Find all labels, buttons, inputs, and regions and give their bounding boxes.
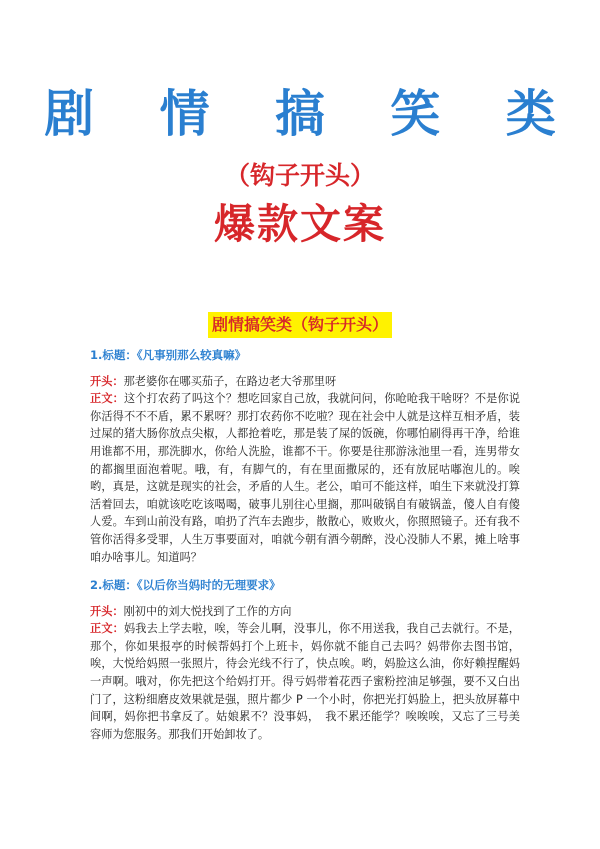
opening-text: 那老婆你在哪买茄子，在路边老大爷那里呀 (123, 374, 337, 388)
section-heading-wrap (0, 312, 600, 338)
opening-label: 开头： (90, 604, 124, 618)
opening-text: 刚初中的刘大悦找到了工作的方向 (123, 604, 292, 618)
body-label: 正文： (90, 392, 124, 406)
body-text: 妈我去上学去啦，唉，等会儿啊，没事儿，你不用送我，我自己去就行。不是，那个，你如果报亭的时候帮妈打个上班卡，妈你就不能自己去吗？妈带你去图书馆，唉，大悦给妈照一张照片，待会光线不行了，快点唉。哟，妈脸这么油，你好赖捏醒妈一声啊。哦对，你先把这个给妈打开。得亏妈带着花西子蜜粉控油足够强，要不又白出门了，这粉细磨皮效果就是强，照片都少 P 一个小时，你把光打妈脸上，把头放屏幕中间啊，妈你把书拿反了。姑娘累不？没事妈， 我不累还能学？唉唉唉，又忘了三号美容师为您服务。那我们开始卸妆了。 (90, 622, 520, 741)
body-text: 这个打农药了吗这个？想吃回家自己放，我就问问，你呛呛我干啥呀？不是你说你活得不不不盾，累不累呀？那打农药你不吃啦？现在社会中人就是这样互相矛盾，装过屎的猪大肠你放点尖椒，人都抢着吃，那是装了屎的饭碗，你哪怕刷得再干净，给谁用谁都不用，那洗脚水，你给人洗脸，谁都不干。你要是往那游泳池里一看，连男带女的都搁里面泡着呢。哦，有，有脚气的，有在里面撒尿的，还有放屁咕嘟泡儿的。唉哟，真是，这就是现实的社会，矛盾的人生。老公，咱可不能这样，咱生下来就没打算活着回去，咱就该吃吃该喝喝，破事儿别往心里搁，那叫破锅自有破锅盖，傻人自有傻人爱。车到山前没有路，咱扔了汽车去跑步，散散心，败败火，你照照镜子。还有我不管你活得多受罪，人生万事要面对，咱就今朝有酒今朝醉，没心没肺人不累，摊上啥事咱办啥事儿。知道吗？ (90, 392, 520, 564)
script-item-title: 2.标题：《以后你当妈时的无理要求》 (90, 578, 281, 592)
body-label: 正文： (90, 622, 124, 636)
script-item-2 (90, 577, 520, 743)
script-item-body (90, 620, 520, 743)
script-item-1 (90, 347, 520, 566)
script-item-opening (90, 603, 520, 621)
page-headline: 爆款文案 (214, 200, 386, 248)
section-heading: 剧情搞笑类（钩子开头） (208, 312, 392, 338)
script-item-opening (90, 373, 520, 391)
page-subtitle: （钩子开头） (224, 161, 375, 190)
script-item-title: 1.标题：《凡事别那么较真嘛》 (90, 348, 247, 362)
opening-label: 开头： (90, 374, 124, 388)
page-title: 剧 情 搞 笑 类 (44, 85, 580, 143)
script-item-body (90, 390, 520, 566)
